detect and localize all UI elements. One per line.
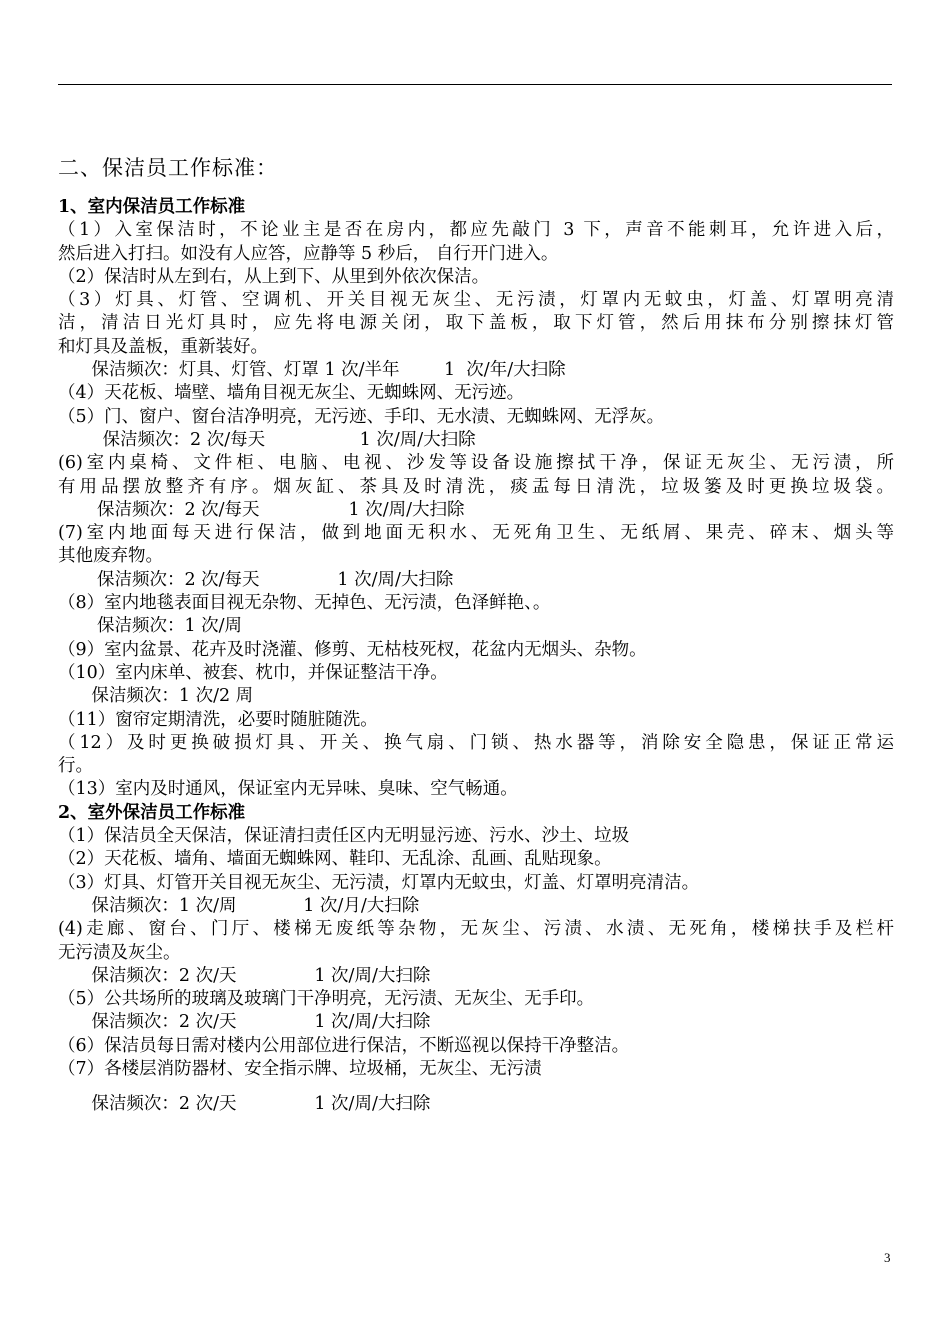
paragraph-line: （6）保洁员每日需对楼内公用部位进行保洁，不断巡视以保持干净整洁。 <box>58 1035 630 1056</box>
paragraph-line: （5）门、窗户、窗台洁净明亮，无污迹、手印、无水渍、无蜘蛛网、无浮灰。 <box>58 406 665 427</box>
frequency-line: 保洁频次：2 次/天 1 次/周/大扫除 <box>58 1012 431 1033</box>
paragraph-line: （2）天花板、墙角、墙面无蜘蛛网、鞋印、无乱涂、乱画、乱贴现象。 <box>58 849 612 870</box>
paragraph-line: （8）室内地毯表面目视无杂物、无掉色、无污渍，色泽鲜艳、。 <box>58 593 551 614</box>
header-rule <box>58 84 892 85</box>
frequency-line: 保洁频次：1 次/周 1 次/月/大扫除 <box>58 895 420 916</box>
paragraph-line: (4)走廊、窗台、门厅、楼梯无废纸等杂物，无灰尘、污渍、水渍、无死角，楼梯扶手及栏杆 <box>58 919 894 940</box>
paragraph-line: 然后进入打扫。如没有人应答，应静等 5 秒后， 自行开门进入。 <box>58 243 559 264</box>
document-body <box>58 196 894 1117</box>
frequency-line: 保洁频次：1 次/2 周 <box>58 686 254 707</box>
frequency-line: 保洁频次：2 次/天 1 次/周/大扫除 <box>58 1094 431 1115</box>
paragraph-line: （5）公共场所的玻璃及玻璃门干净明亮，无污渍、无灰尘、无手印。 <box>58 989 595 1010</box>
page-number: 3 <box>884 1250 891 1265</box>
paragraph-line: 其他废弃物。 <box>58 546 163 567</box>
paragraph-line: （7）各楼层消防器材、安全指示牌、垃圾桶，无灰尘、无污渍 <box>58 1058 542 1079</box>
paragraph-line: （1）入室保洁时，不论业主是否在房内，都应先敲门 3 下，声音不能刺耳，允许进入后， <box>58 220 895 241</box>
paragraph-line: （1）保洁员全天保洁，保证清扫责任区内无明显污迹、污水、沙土、垃圾 <box>58 826 630 847</box>
paragraph-line: 有用品摆放整齐有序。烟灰缸、茶具及时清洗，痰盂每日清洗，垃圾篓及时更换垃圾袋。 <box>58 476 894 497</box>
paragraph-line: （3）灯具、灯管、空调机、开关目视无灰尘、无污渍，灯罩内无蚊虫，灯盖、灯罩明亮清 <box>58 290 894 311</box>
frequency-line: 保洁频次：2 次/天 1 次/周/大扫除 <box>58 965 431 986</box>
paragraph-line: (6)室内桌椅、文件柜、电脑、电视、沙发等设备设施擦拭干净，保证无灰尘、无污渍，所 <box>58 453 894 474</box>
subsection-heading-outdoor: 2、室外保洁员工作标准 <box>58 802 246 823</box>
frequency-line: 保洁频次：2 次/每天 1 次/周/大扫除 <box>58 569 454 590</box>
frequency-line: 保洁频次：2 次/每天 1 次/周/大扫除 <box>58 429 476 450</box>
subsection-heading-indoor: 1、室内保洁员工作标准 <box>58 197 246 217</box>
paragraph-line: 行。 <box>58 756 93 777</box>
paragraph-line: （9）室内盆景、花卉及时浇灌、修剪、无枯枝死杈，花盆内无烟头、杂物。 <box>58 639 647 660</box>
paragraph-line: （2）保洁时从左到右，从上到下、从里到外依次保洁。 <box>58 266 490 287</box>
paragraph-line: 洁，清洁日光灯具时，应先将电源关闭，取下盖板，取下灯管，然后用抹布分别擦抹灯管 <box>58 313 894 334</box>
paragraph-line: 无污渍及灰尘。 <box>58 942 181 963</box>
paragraph-line: （4）天花板、墙壁、墙角目视无灰尘、无蜘蛛网、无污迹。 <box>58 383 525 404</box>
frequency-line: 保洁频次：2 次/每天 1 次/周/大扫除 <box>58 499 465 520</box>
paragraph-line: (7)室内地面每天进行保洁，做到地面无积水、无死角卫生、无纸屑、果壳、碎末、烟头等 <box>58 523 894 544</box>
section-title: 二、保洁员工作标准： <box>58 156 278 180</box>
frequency-line: 保洁频次：灯具、灯管、灯罩 1 次/半年 1 次/年/大扫除 <box>58 360 566 381</box>
paragraph-line: （13）室内及时通风，保证室内无异味、臭味、空气畅通。 <box>58 779 518 800</box>
paragraph-line: （12）及时更换破损灯具、开关、换气扇、门锁、热水器等，消除安全隐患，保证正常运 <box>58 732 894 753</box>
paragraph-line: 和灯具及盖板，重新装好。 <box>58 336 268 357</box>
frequency-line: 保洁频次：1 次/周 <box>58 616 243 637</box>
paragraph-line: （11）窗帘定期清洗，必要时随脏随洗。 <box>58 709 378 730</box>
paragraph-line: （10）室内床单、被套、枕巾，并保证整洁干净。 <box>58 662 448 683</box>
paragraph-line: （3）灯具、灯管开关目视无灰尘、无污渍，灯罩内无蚊虫，灯盖、灯罩明亮清洁。 <box>58 872 700 893</box>
